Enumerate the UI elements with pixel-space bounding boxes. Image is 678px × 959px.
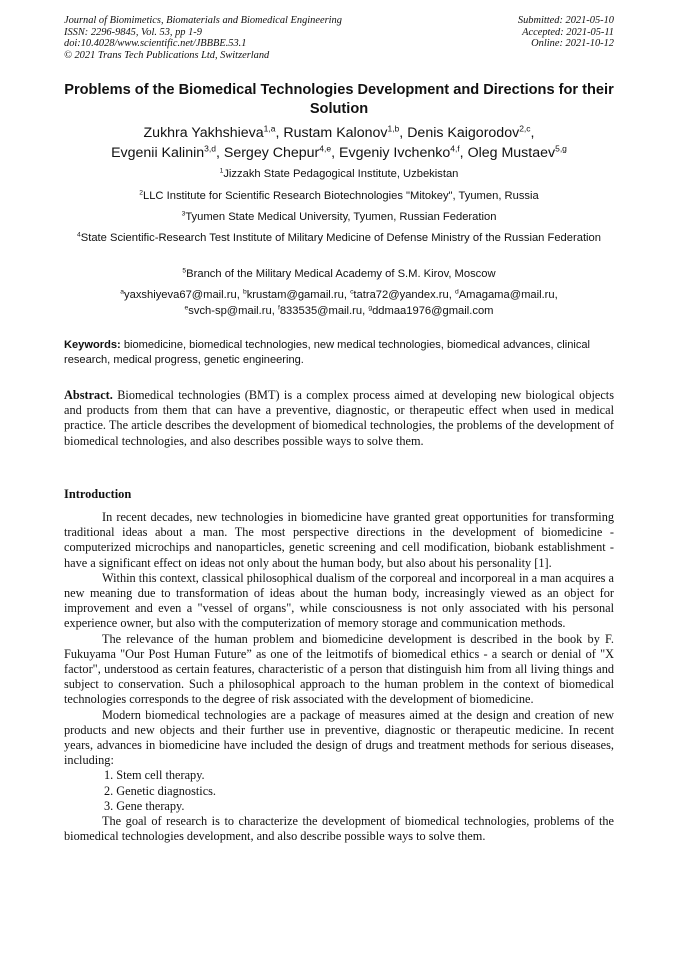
submitted-date: Submitted: 2021-05-10: [517, 15, 614, 26]
paragraph: The relevance of the human problem and biomedicine development is described in the book by F. Fukuyama "Our Post Human Future” as one of the leitmotifs of biomedical ethics - a search or denial of "X factor", understood as certain features, characteristic of a person that distinguish him from all living things and subject to conservation. Such a philosophical approach to the human problem in the context of biomedical technologies corresponds to the degree of risk associated with the development of biomedicine.: [64, 631, 614, 707]
journal-copyright: © 2021 Trans Tech Publications Ltd, Switzerland: [64, 49, 270, 61]
author: Rustam Kalonov$^{1,b}$,: [283, 123, 408, 141]
author: Oleg Mustaev$^{5,g}$: [467, 142, 567, 161]
author-list: [56, 124, 622, 163]
journal-doi: doi:10.4028/www.scientific.net/JBBBE.53.1: [64, 38, 247, 50]
keywords: [64, 338, 614, 368]
paragraph: Within this context, classical philosophical dualism of the corporeal and incorporeal in a man acquires a new meaning due to transformation of ideas about the human body, increasingly viewed as an object for improvement and even a "vessel of organs", while consciousness is not only associated with his personal experience owner, but also with the computerization of memory storage and communication methods.: [64, 570, 614, 631]
author: Evgenii Kalinin$^{3,d}$,: [111, 142, 224, 161]
email[interactable]: $^a$yaxshiyeva67@mail.ru: [120, 288, 237, 301]
journal-issn: ISSN: 2296-9845, Vol. 53, pp 1-9: [64, 26, 202, 38]
affiliation: $^1$Jizzakh State Pedagogical Institute, Uzbekistan: [219, 167, 459, 180]
author: Denis Kaigorodov$^{2,c}$,: [407, 123, 535, 141]
email-list: $^a$yaxshiyeva67@mail.ru, $^b$krustam@gamail.ru, $^c$tatra72@yandex.ru, $^d$Amagama@mail.ru, $^e$svch-sp@mail.ru, $^f$833535@mail.ru, $^g$ddmaa1976@gmail.com: [120, 288, 558, 317]
email[interactable]: $^g$ddmaa1976@gmail.com: [368, 303, 494, 317]
affiliation: $^5$Branch of the Military Medical Academy of S.M. Kirov, Moscow: [182, 267, 496, 280]
journal-name: Journal of Biomimetics, Biomaterials and Biomedical Engineering: [64, 15, 342, 26]
abstract-label: Abstract.: [64, 388, 113, 402]
abstract: [64, 388, 614, 449]
list-item: 1. Stem cell therapy.: [104, 768, 205, 783]
keywords-text: biomedicine, biomedical technologies, new medical technologies, biomedical advances, clinical research, medical progress, genetic engineering.: [64, 339, 591, 366]
affiliation: $^3$Tyumen State Medical University, Tyumen, Russian Federation: [181, 210, 497, 223]
introduction-body: [64, 510, 614, 844]
accepted-date: Accepted: 2021-05-11: [522, 26, 614, 38]
online-date: Online: 2021-10-12: [531, 38, 614, 50]
keywords-label: Keywords:: [64, 339, 121, 351]
paragraph: In recent decades, new technologies in biomedicine have granted great opportunities for transforming traditional ideas about a man. The most perspective directions in the development of biomedicine - computerized microchips and nanoparticles, genetic screening and cell modification, biobank establishment - have a significant effect on ideas not only about the human body, but also about his personality [1].: [64, 510, 614, 570]
author: Sergey Chepur$^{4,e}$,: [223, 142, 340, 161]
paragraph: The goal of research is to characterize the development of biomedical technologies, problems of the biomedical technologies development, and also describe possible ways to solve them.: [64, 814, 614, 844]
journal-info: [64, 15, 342, 61]
section-heading-introduction: Introduction: [64, 487, 132, 501]
affiliation: $^2$LLC Institute for Scientific Research Biotechnologies "Mitokey", Tyumen, Russia: [139, 189, 539, 202]
email[interactable]: $^b$krustam@gamail.ru: [242, 288, 344, 301]
email[interactable]: $^f$833535@mail.ru: [277, 303, 363, 317]
list-item: 2. Genetic diagnostics.: [104, 783, 217, 798]
paragraph: Modern biomedical technologies are a package of measures aimed at the design and creation of new products and new objects and their further use in preventive, diagnostic or therapeutic medicine. In recent years, advances in biomedicine have included the design of drugs and treatment methods for serious diseases, including:: [64, 707, 614, 768]
publication-dates: [518, 15, 614, 50]
author: Zukhra Yakhshieva$^{1,a}$,: [143, 123, 284, 141]
author: Evgeniy Ivchenko$^{4,f}$,: [339, 142, 468, 161]
email[interactable]: $^c$tatra72@yandex.ru: [350, 288, 449, 301]
list-item: 3. Gene therapy.: [104, 798, 185, 813]
email[interactable]: $^e$svch-sp@mail.ru: [184, 303, 272, 317]
paper-title: Problems of the Biomedical Technologies Development and Directions for their Solution: [64, 82, 614, 117]
email[interactable]: $^d$Amagama@mail.ru: [454, 288, 555, 301]
affiliation: $^4$State Scientific-Research Test Institute of Military Medicine of Defense Ministry of the Russian Federation: [77, 231, 601, 244]
abstract-text: Biomedical technologies (BMT) is a complex process aimed at developing new biological objects and products from them that can have a preventive, diagnostic, or therapeutic effect when used in medical practice. The article describes the development of biomedical technologies, the problems of the development of biomedical technologies, and also describes possible ways to solve them.: [64, 388, 615, 448]
treatment-list: [64, 768, 614, 814]
